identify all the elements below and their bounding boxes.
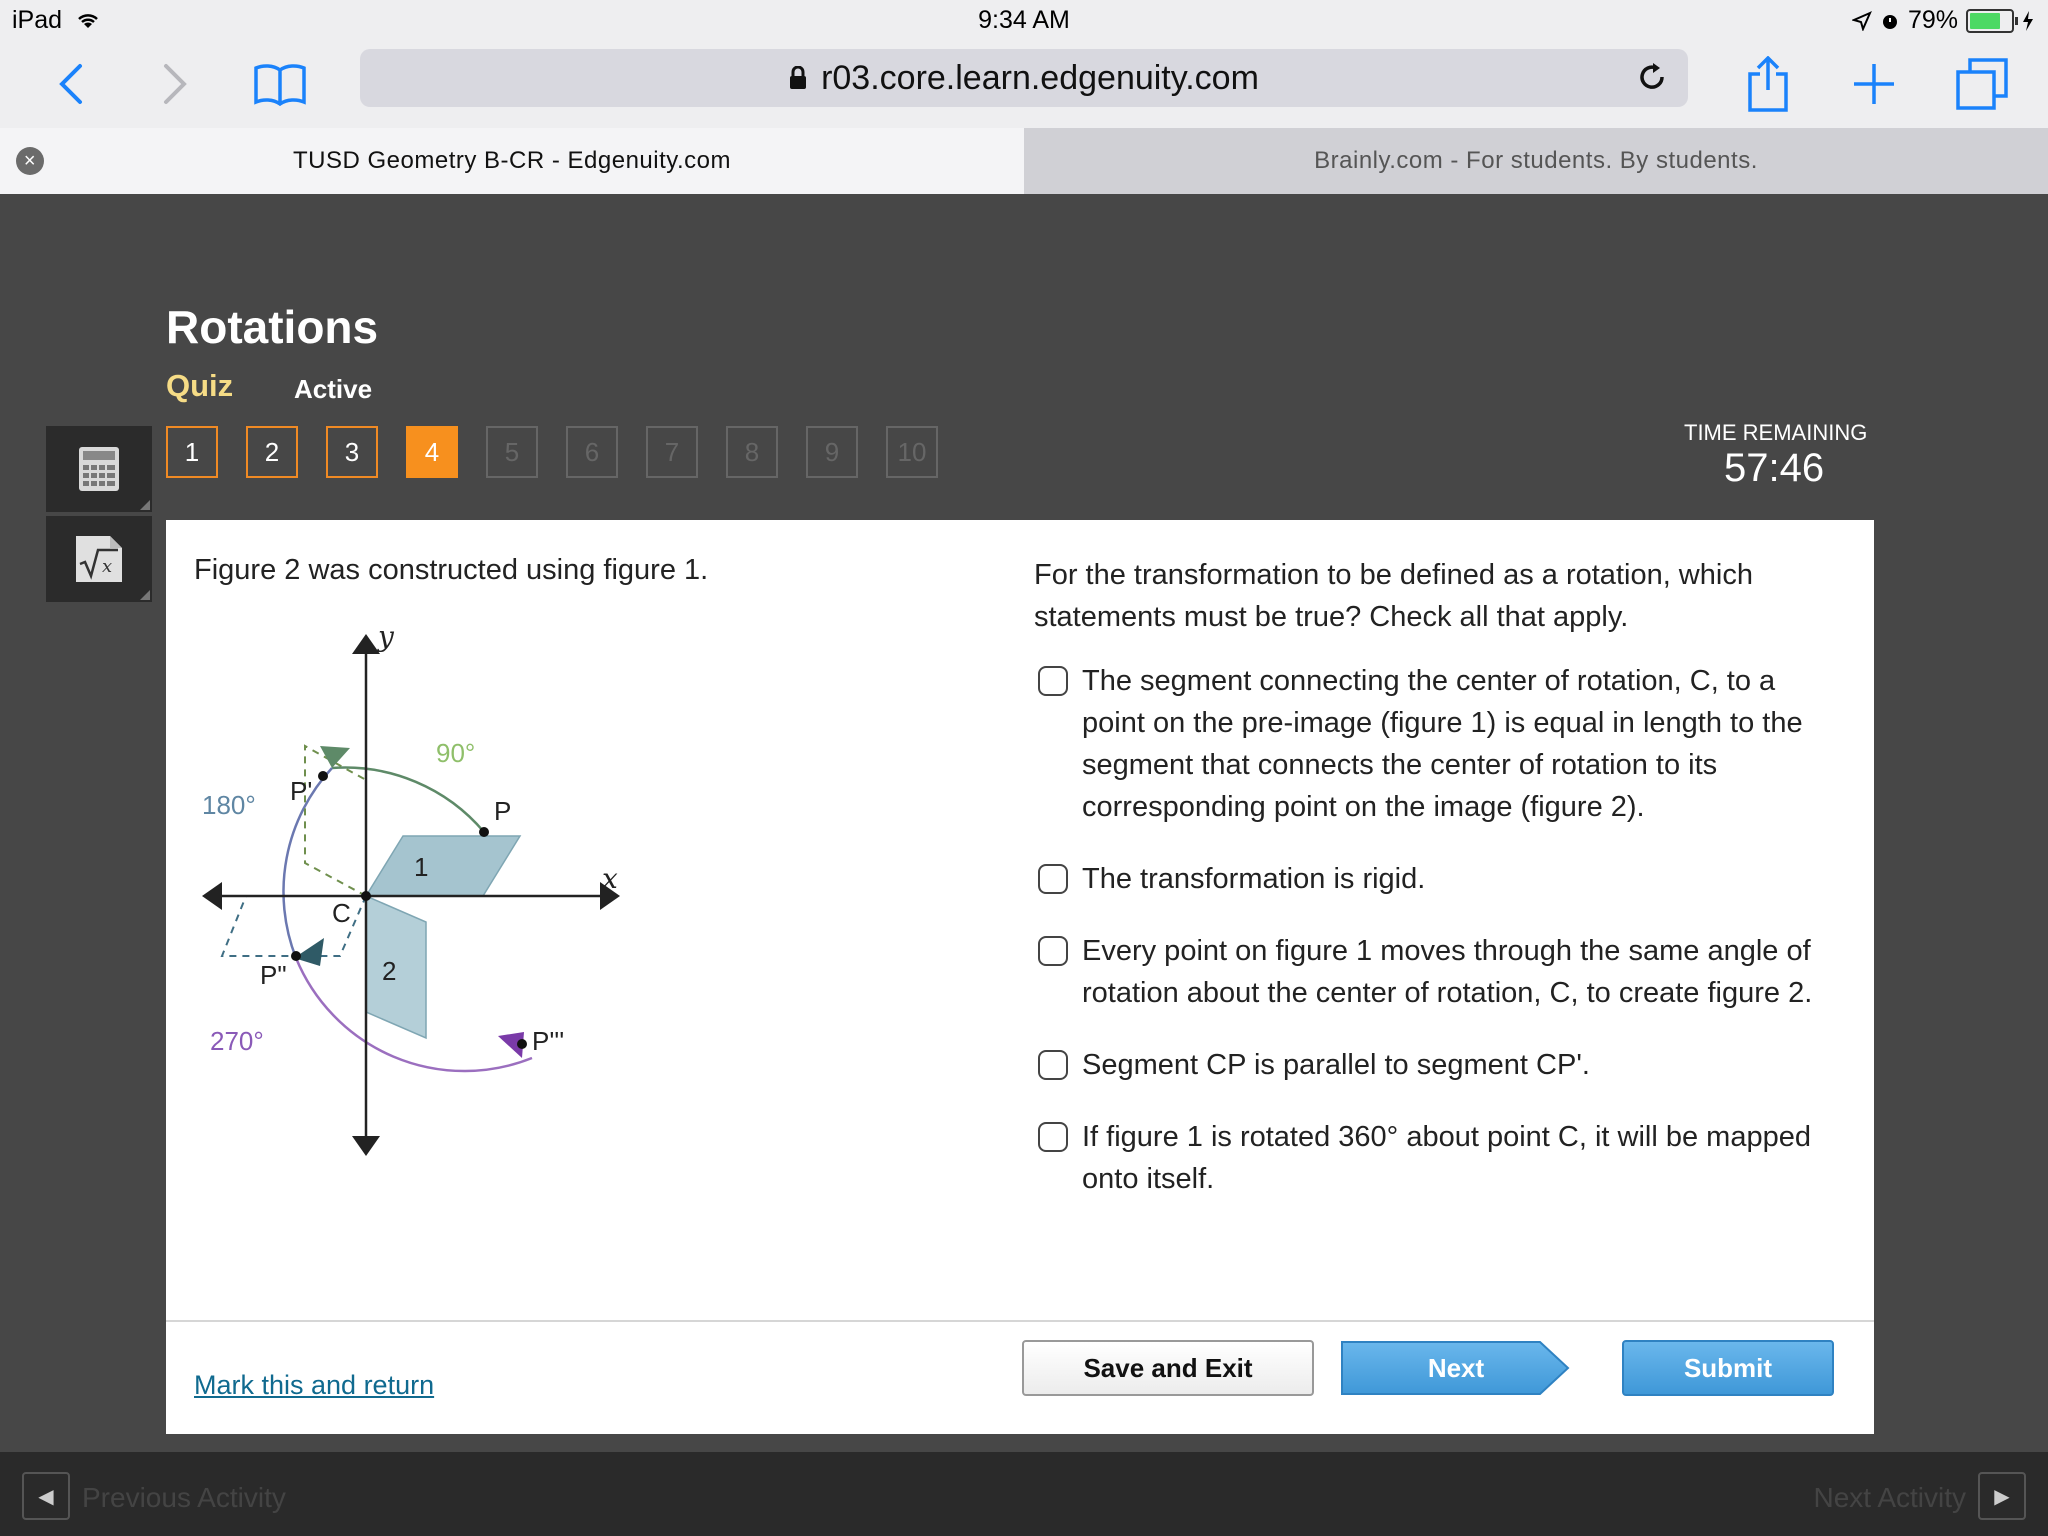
- bookmarks-button[interactable]: [248, 52, 312, 116]
- timer-value: 57:46: [1724, 446, 1825, 490]
- question-prompt: For the transformation to be defined as a rotation, which statements must be true? Check all that apply.: [1034, 559, 1753, 633]
- battery-percent: 79%: [1907, 6, 1958, 34]
- tabs-button[interactable]: [1950, 52, 2014, 116]
- activity-nav-bar: [0, 1452, 2048, 1536]
- status-bar: [0, 0, 2048, 40]
- point-p1: [318, 771, 328, 781]
- question-button-5: 5: [486, 426, 538, 478]
- y-axis-arrow-down: [352, 1136, 380, 1156]
- timer-label: TIME REMAINING: [1684, 420, 1868, 445]
- y-axis-arrow: [352, 634, 380, 654]
- calculator-button[interactable]: [46, 426, 152, 512]
- new-tab-button[interactable]: [1842, 52, 1906, 116]
- submit-button[interactable]: Submit: [1622, 1340, 1834, 1396]
- figure-1-shape: [366, 836, 520, 896]
- mark-and-return-link[interactable]: Mark this and return: [194, 1370, 435, 1400]
- save-and-exit-button[interactable]: Save and Exit: [1022, 1340, 1314, 1396]
- next-button[interactable]: [1340, 1340, 1572, 1396]
- question-button-6: 6: [566, 426, 618, 478]
- label-c: C: [332, 898, 351, 928]
- option-text: The transformation is rigid.: [1082, 863, 1426, 895]
- card-footer: [166, 1320, 1874, 1434]
- reload-icon[interactable]: [1636, 61, 1668, 93]
- angle-270-label: 270°: [210, 1026, 264, 1056]
- label-p: P: [494, 796, 512, 826]
- previous-activity-label: Previous Activity: [82, 1482, 286, 1513]
- alarm-icon: [1880, 11, 1900, 31]
- question-nav: [166, 426, 938, 478]
- quiz-label: Quiz: [166, 368, 234, 403]
- share-icon: [1746, 56, 1790, 112]
- option-2[interactable]: [1038, 858, 1838, 900]
- checkbox[interactable]: [1038, 864, 1068, 894]
- option-1[interactable]: [1038, 660, 1838, 828]
- question-button-2[interactable]: 2: [246, 426, 298, 478]
- checkbox[interactable]: [1038, 1122, 1068, 1152]
- option-5[interactable]: [1038, 1116, 1838, 1200]
- status-right: [1852, 6, 2034, 35]
- tab-title: Brainly.com - For students. By students.: [1314, 147, 1758, 174]
- checkbox[interactable]: [1038, 1050, 1068, 1080]
- chevron-left-icon: [56, 62, 84, 106]
- next-activity-button[interactable]: ▶: [1978, 1472, 2026, 1520]
- rotation-figure: [202, 620, 762, 1160]
- angle-180-label: 180°: [202, 790, 256, 820]
- book-icon: [253, 62, 307, 106]
- next-activity-label: Next Activity: [1813, 1482, 1966, 1513]
- forward-button[interactable]: [144, 52, 208, 116]
- tab-edgenuity[interactable]: [0, 128, 1024, 194]
- option-text: The segment connecting the center of rotation, C, to a point on the pre-image (figure 1) is equal in length to the segment that connects the center of rotation to its corresponding point on the image (figure 2).: [1082, 665, 1803, 823]
- plus-icon: [1852, 62, 1896, 106]
- label-figure-2: 2: [382, 956, 397, 986]
- option-3[interactable]: [1038, 930, 1838, 1014]
- option-text: If figure 1 is rotated 360° about point C, it will be mapped onto itself.: [1082, 1121, 1811, 1195]
- question-button-1[interactable]: 1: [166, 426, 218, 478]
- x-axis-arrow-left: [202, 882, 222, 910]
- option-text: Segment CP is parallel to segment CP'.: [1082, 1049, 1590, 1081]
- question-button-3[interactable]: 3: [326, 426, 378, 478]
- battery-icon: [1966, 9, 2014, 33]
- label-p-triple-prime: P''': [532, 1026, 565, 1056]
- previous-activity-button: ◀: [22, 1472, 70, 1520]
- label-figure-1: 1: [414, 852, 429, 882]
- status-time: 9:34 AM: [978, 6, 1070, 34]
- question-button-7: 7: [646, 426, 698, 478]
- question-button-10: 10: [886, 426, 938, 478]
- label-p-double-prime: P": [260, 960, 287, 990]
- x-axis-label: x: [602, 862, 618, 895]
- point-p3: [517, 1039, 527, 1049]
- page-title: Rotations: [166, 301, 379, 353]
- charging-icon: [2022, 11, 2034, 31]
- calculator-icon: [77, 445, 121, 493]
- y-axis-label: y: [378, 620, 394, 653]
- point-p2: [291, 951, 301, 961]
- point-c: [361, 891, 371, 901]
- tab-brainly[interactable]: [1024, 128, 2048, 194]
- point-p: [479, 827, 489, 837]
- checkbox[interactable]: [1038, 936, 1068, 966]
- device-label: iPad: [12, 6, 63, 34]
- question-button-9: 9: [806, 426, 858, 478]
- option-4[interactable]: [1038, 1044, 1838, 1086]
- figure-caption: Figure 2 was constructed using figure 1.: [194, 554, 709, 586]
- tab-bar: [0, 128, 2048, 194]
- formula-button[interactable]: [46, 516, 152, 602]
- label-p-prime: P': [290, 776, 313, 806]
- svg-text:x: x: [102, 556, 113, 577]
- lock-icon: [789, 66, 807, 90]
- question-button-4[interactable]: 4: [406, 426, 458, 478]
- back-button[interactable]: [38, 52, 102, 116]
- arc-90: [332, 768, 484, 832]
- square-root-icon: [74, 534, 124, 584]
- url-text: r03.core.learn.edgenuity.com: [821, 58, 1259, 97]
- question-card: [166, 520, 1874, 1432]
- close-icon[interactable]: ×: [16, 147, 44, 175]
- address-bar[interactable]: [360, 49, 1688, 107]
- location-icon: [1852, 11, 1872, 31]
- chevron-right-icon: [162, 62, 190, 106]
- status-label: Active: [294, 374, 373, 404]
- angle-90-label: 90°: [436, 738, 476, 768]
- share-button[interactable]: [1736, 52, 1800, 116]
- checkbox[interactable]: [1038, 666, 1068, 696]
- tab-title: TUSD Geometry B-CR - Edgenuity.com: [293, 147, 731, 174]
- tabs-icon: [1956, 58, 2008, 110]
- answer-options: [1038, 660, 1838, 1230]
- question-button-8: 8: [726, 426, 778, 478]
- next-label: Next: [1427, 1352, 1485, 1383]
- browser-toolbar: [0, 40, 2048, 128]
- option-text: Every point on figure 1 moves through the same angle of rotation about the center of rotation, C, to create figure 2.: [1082, 935, 1813, 1009]
